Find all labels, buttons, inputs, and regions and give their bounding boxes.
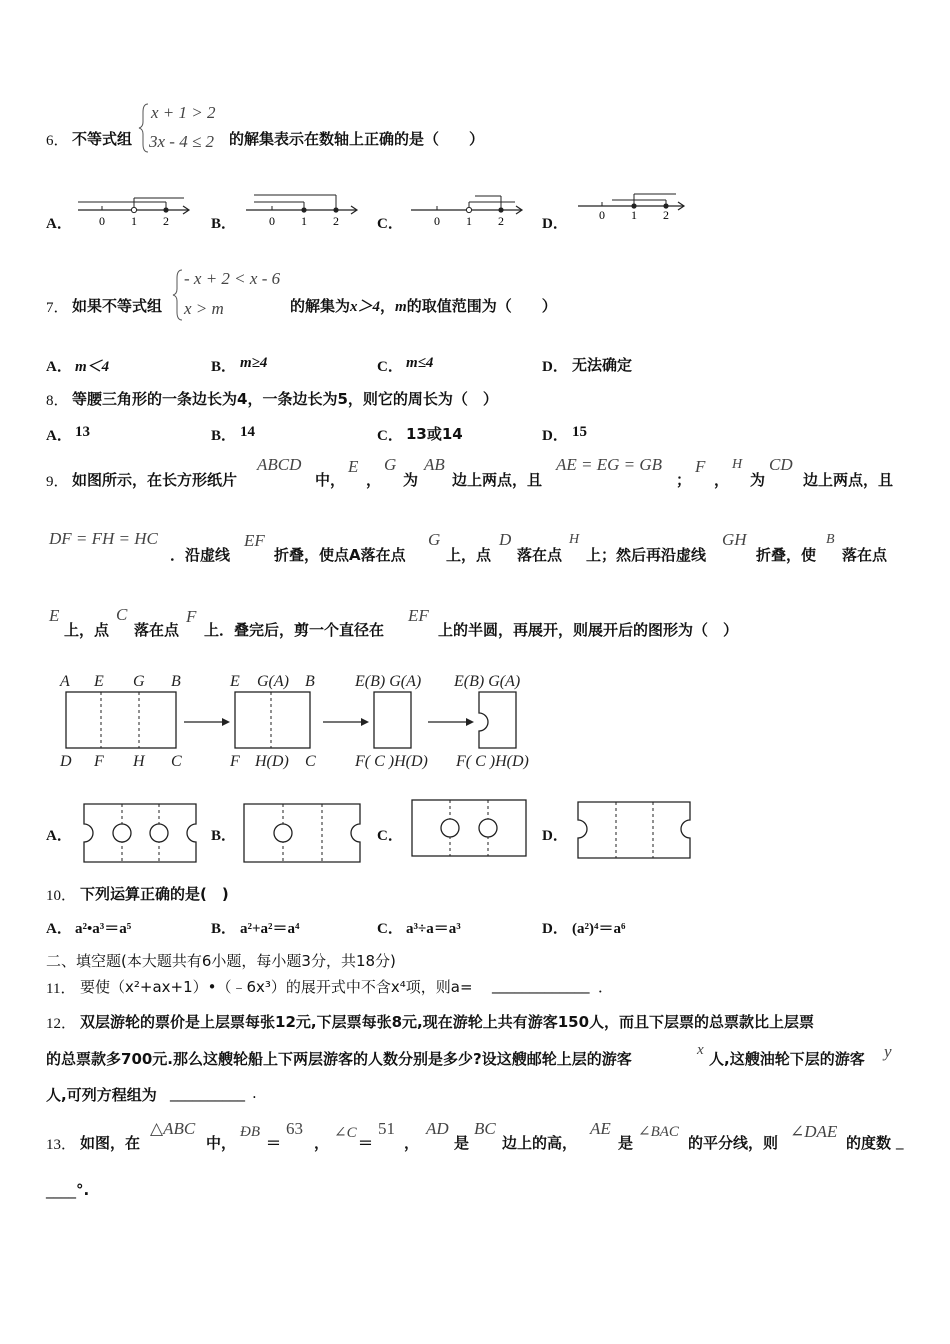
q6-b-tick-1: 1	[301, 214, 307, 228]
fig4-cut-shape	[479, 692, 516, 748]
q6-option-c-label: C．	[377, 216, 403, 232]
q11-number: 11．	[46, 981, 76, 997]
fig2-top-b: B	[305, 673, 315, 690]
q9-gh: GH	[722, 530, 747, 549]
q8-option-c-text: 13或14	[406, 425, 463, 443]
q9-t6: ；	[676, 471, 692, 489]
fig1-top-g: G	[133, 673, 145, 690]
q6-number: 6．	[46, 133, 69, 149]
q6-a-tick-0: 0	[99, 214, 105, 228]
q12-x: x	[697, 1042, 704, 1058]
q9-t16: 落在点	[842, 546, 888, 564]
q9-t8: 为	[750, 471, 766, 489]
q6-a-tick-2: 2	[163, 214, 169, 228]
q7-option-d-text: 无法确定	[572, 356, 633, 374]
q9-t5: 边上两点，且	[452, 471, 543, 489]
fig2-rectangle	[235, 692, 310, 748]
q9-t19: 上．叠完后，剪一个直径在	[204, 621, 385, 639]
q10-option-d-label: D．	[542, 921, 568, 937]
q9-t2: 中，	[315, 471, 346, 489]
fig1-top-a: A	[60, 673, 70, 690]
q7-solution: x＞4	[350, 299, 381, 315]
q9-df-fh-hc: DF = FH = HC	[49, 529, 158, 548]
q12-y: y	[884, 1042, 892, 1061]
q9-option-a-label: A．	[46, 828, 72, 844]
q7-option-d-label: D．	[542, 359, 568, 375]
q13-t9: 的度数	[846, 1134, 892, 1152]
q8-option-b-label: B．	[211, 428, 237, 444]
fig1-top-e: E	[94, 673, 104, 690]
q9-option-c-label: C．	[377, 828, 403, 844]
q13-number: 13．	[46, 1137, 77, 1153]
q8-option-a-text: 13	[75, 424, 90, 440]
q6-d-tick-0: 0	[599, 208, 605, 222]
q9-e2: E	[49, 606, 60, 625]
q6-option-d-numberline	[572, 186, 692, 226]
q13-t8: 的平分线，则	[688, 1134, 779, 1152]
q11-text: 要使（x²+ax+1）•（﹣6x³）的展开式中不含x⁴项，则a=	[80, 978, 473, 996]
q10-text: 下列运算正确的是( )	[80, 885, 229, 903]
q13-angle-b: ÐB	[240, 1124, 260, 1140]
q9-option-c-figure	[408, 796, 530, 862]
q9-t1: 如图所示，在长方形纸片	[72, 471, 238, 489]
q6-option-c-numberline	[405, 188, 525, 232]
fig2-bottom-f: F	[230, 753, 240, 770]
q9-t20: 上的半圆，再展开，则展开后的图形为（ ）	[438, 621, 739, 639]
q6-a-tick-1: 1	[131, 214, 137, 228]
q6-option-d-label: D．	[542, 216, 568, 232]
q9-b: B	[826, 532, 835, 547]
q12-blank[interactable]: __________	[170, 1084, 245, 1102]
q9-t10: ．沿虚线	[170, 546, 231, 564]
q9-ef2: EF	[408, 606, 429, 625]
q9-t17: 上，点	[64, 621, 110, 639]
q9-ab: AB	[424, 455, 445, 474]
q9-t7: ，	[714, 471, 730, 489]
q10-option-b-text: a²+a²＝a⁴	[240, 921, 300, 937]
q9-g2: G	[428, 530, 441, 549]
q13-t6: 边上的高，	[502, 1134, 578, 1152]
q9-e: E	[348, 457, 359, 476]
q13-ae: AE	[590, 1119, 611, 1138]
q9-t4: 为	[403, 471, 419, 489]
q6-c-tick-1: 1	[466, 214, 472, 228]
q9-folding-figure	[50, 668, 550, 778]
q11-end: ．	[598, 978, 614, 996]
q8-number: 8．	[46, 393, 69, 409]
q9-t13: 落在点	[517, 546, 563, 564]
q8-text: 等腰三角形的一条边长为4，一条边长为5，则它的周长为（ ）	[72, 390, 498, 408]
q6-prefix: 不等式组	[72, 130, 133, 148]
q9-t12: 上，点	[446, 546, 492, 564]
q9-f2: F	[186, 607, 197, 626]
fig1-bottom-h: H	[133, 753, 145, 770]
q12-end: .	[252, 1084, 257, 1102]
q9-h: H	[732, 457, 743, 472]
q6-b-tick-0: 0	[269, 214, 275, 228]
fig4-top: E(B) G(A)	[454, 673, 521, 690]
q13-t4: ，	[404, 1134, 420, 1152]
q9-t18: 落在点	[134, 621, 180, 639]
q9-c: C	[116, 605, 128, 624]
q9-d: D	[499, 530, 512, 549]
fig1-bottom-f: F	[94, 753, 104, 770]
q10-option-a-label: A．	[46, 921, 72, 937]
q13-triangle-abc: △ABC	[150, 1119, 196, 1138]
q13-bc: BC	[474, 1119, 496, 1138]
q10-option-c-text: a³÷a＝a³	[406, 921, 461, 937]
q13-51: 51	[378, 1119, 395, 1138]
q6-inequality-2: 3x - 4 ≤ 2	[149, 132, 215, 151]
q9-t9: 边上两点，且	[803, 471, 894, 489]
fig2-top-e: E	[230, 673, 240, 690]
q6-suffix: 的解集表示在数轴上正确的是（ ）	[229, 130, 485, 148]
q12-line3: 人,可列方程组为	[46, 1086, 157, 1104]
q7-suffix-e: 的取值范围为（ ）	[406, 297, 557, 315]
q6-b-tick-2: 2	[333, 214, 339, 228]
q9-option-a-figure	[80, 800, 200, 868]
q13-eq2: ＝	[358, 1134, 374, 1152]
q9-abcd: ABCD	[257, 455, 302, 474]
q8-option-d-label: D．	[542, 428, 568, 444]
section-2-title: 二、填空题(本大题共有6小题，每小题3分，共18分)	[46, 952, 396, 970]
q7-suffix-a: 的解集为	[290, 297, 351, 315]
q8-option-c-label: C．	[377, 428, 403, 444]
q13-ad: AD	[426, 1119, 449, 1138]
q13-end: °.	[76, 1181, 90, 1199]
q7-option-c-text: m≤4	[406, 355, 434, 371]
fig2-bottom-hd: H(D)	[255, 753, 289, 770]
q13-angle-bac: ∠BAC	[638, 1124, 679, 1140]
q13-t7: 是	[618, 1134, 634, 1152]
q13-angle-dae: ∠DAE	[790, 1122, 838, 1141]
q8-option-d-text: 15	[572, 424, 587, 440]
q9-option-b-figure	[240, 800, 366, 868]
q13-blank-2[interactable]: ____	[46, 1181, 76, 1199]
q12-number: 12．	[46, 1016, 77, 1032]
q8-option-a-label: A．	[46, 428, 72, 444]
q7-number: 7．	[46, 300, 69, 316]
q6-option-a-label: A．	[46, 216, 72, 232]
q7-option-a-label: A．	[46, 359, 72, 375]
q13-angle-c: ∠C	[334, 1125, 357, 1141]
q6-inequality-1: x + 1 > 2	[151, 103, 216, 122]
q6-option-a-numberline	[72, 192, 192, 232]
q6-c-tick-0: 0	[434, 214, 440, 228]
q6-option-b-label: B．	[211, 216, 237, 232]
q13-t3: ，	[314, 1134, 330, 1152]
q9-g: G	[384, 455, 397, 474]
q7-option-b-text: m≥4	[240, 355, 268, 371]
fig2-top-ga: G(A)	[257, 673, 289, 690]
q7-inequality-1: - x + 2 < x - 6	[184, 269, 281, 288]
q9-t14: 上；然后再沿虚线	[586, 546, 707, 564]
q6-option-b-numberline	[240, 188, 360, 232]
fig1-top-b: B	[171, 673, 181, 690]
q9-t3: ，	[366, 471, 382, 489]
fig3-rectangle	[374, 692, 411, 748]
fig1-rectangle	[66, 692, 176, 748]
q11-blank[interactable]: _____________	[492, 976, 590, 994]
q10-number: 10．	[46, 888, 77, 904]
fig1-bottom-d: D	[60, 753, 72, 770]
q13-t5: 是	[454, 1134, 470, 1152]
q9-cd: CD	[769, 455, 793, 474]
q10-option-d-text: (a²)⁴＝a⁶	[572, 921, 626, 937]
q7-comma: ，	[380, 297, 396, 315]
q9-t11: 折叠，使点A落在点	[274, 546, 406, 564]
q7-option-b-label: B．	[211, 359, 237, 375]
q9-t15: 折叠，使	[756, 546, 817, 564]
q12-line1: 双层游轮的票价是上层票每张12元,下层票每张8元,现在游轮上共有游客150人，而且下层票的总票款比上层票	[80, 1013, 815, 1031]
fig2-bottom-c: C	[305, 753, 316, 770]
q7-m: m	[395, 299, 407, 315]
q9-ae-eg-gb: AE = EG = GB	[556, 455, 663, 474]
q10-option-b-label: B．	[211, 921, 237, 937]
fig4-bottom: F( C )H(D)	[456, 753, 529, 770]
q13-blank-1[interactable]: _	[896, 1132, 904, 1150]
fig1-bottom-c: C	[171, 753, 182, 770]
q10-option-a-text: a²•a³＝a⁵	[75, 921, 132, 937]
q7-suffix	[290, 295, 557, 316]
q9-option-b-label: B．	[211, 828, 237, 844]
q12-line2a: 的总票款多700元.那么这艘轮船上下两层游客的人数分别是多少?设这艘邮轮上层的游客	[46, 1050, 632, 1068]
q7-inequality-2: x > m	[184, 299, 224, 318]
q6-c-tick-2: 2	[498, 214, 504, 228]
fig3-bottom: F( C )H(D)	[355, 753, 428, 770]
q6-d-tick-2: 2	[663, 208, 669, 222]
q9-number: 9．	[46, 474, 69, 490]
q9-option-d-figure	[574, 798, 696, 864]
q13-63: 63	[286, 1119, 303, 1138]
q9-f: F	[695, 457, 706, 476]
q7-option-a-text: m＜4	[75, 359, 110, 375]
q9-ef: EF	[244, 531, 265, 550]
q13-eq1: ＝	[266, 1134, 282, 1152]
q8-option-b-text: 14	[240, 424, 255, 440]
q13-t2: 中，	[206, 1134, 237, 1152]
q7-option-c-label: C．	[377, 359, 403, 375]
fig3-top: E(B) G(A)	[355, 673, 422, 690]
q13-t1: 如图，在	[80, 1134, 141, 1152]
q7-prefix: 如果不等式组	[72, 297, 163, 315]
q9-option-d-label: D．	[542, 828, 568, 844]
q9-h2: H	[569, 532, 580, 547]
q6-d-tick-1: 1	[631, 208, 637, 222]
q12-line2b: 人,这艘油轮下层的游客	[709, 1050, 865, 1068]
q10-option-c-label: C．	[377, 921, 403, 937]
